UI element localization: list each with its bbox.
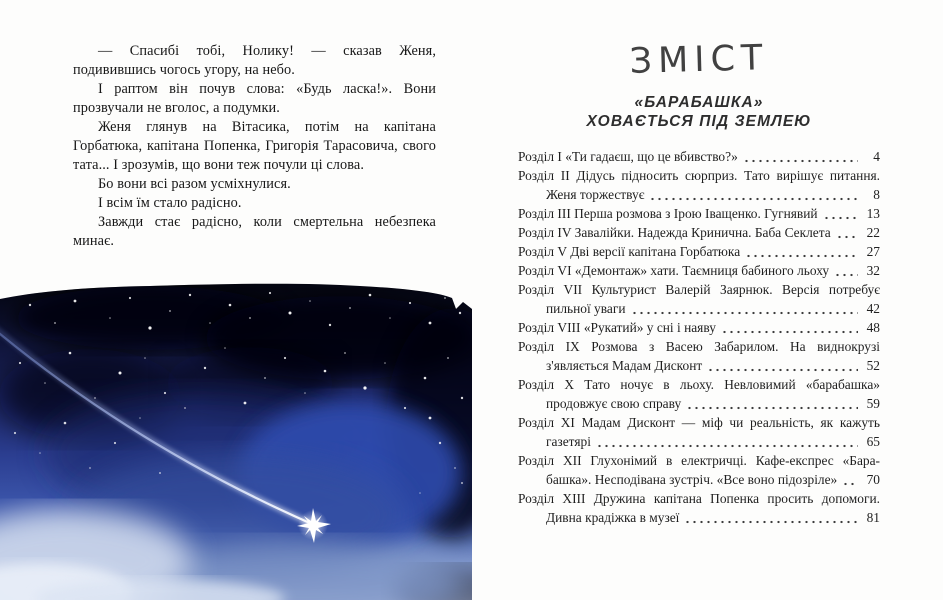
paragraph: Бо вони всі разом усміхнулися. [98,176,291,192]
toc-row [518,261,880,280]
toc-row [518,470,880,489]
toc-entry [518,242,880,261]
toc-page-number: 48 [866,320,880,335]
toc-entry [518,337,880,375]
toc-page-number: 52 [866,358,880,373]
dot-leader [745,242,858,261]
toc-entry [518,451,880,489]
paragraph: — Спасибі тобі, Нолику! — сказав Женя, подивившись чогось угору, на небо. [73,43,436,78]
toc-page-number: 13 [866,206,880,221]
toc-entry-text: Розділ I «Ти гадаєш, що це вбивство?» [518,149,738,164]
toc-page-number: 42 [866,301,880,316]
toc-row [518,318,880,337]
toc-row [518,185,880,204]
paragraph: І всім їм стало радісно. [98,195,242,211]
toc-row [518,394,880,413]
toc-entry-text: з'являється Мадам Дисконт [546,358,703,373]
toc-page-number: 70 [866,472,880,487]
toc-page-number: 27 [866,244,880,259]
toc-page-number: 65 [866,434,880,449]
toc-row [518,223,880,242]
toc-list [518,147,880,527]
toc-entry-text: Розділ XIII Дружина капітана Попенка просить допомоги. [518,491,880,506]
section-title-line1: «БАРАБАШКА» [634,94,764,111]
toc-title: ЗМІСТ [629,38,769,82]
toc-entry-text: Розділ III Перша розмова з Ірою Іващенко. Гугнявий [518,206,818,221]
toc-entry-text: газетярі [546,434,591,449]
toc-entry-text: Розділ XII Глухонімий в електричці. Кафе-експрес «Бара- [518,453,880,468]
toc-entry-text: Розділ IV Завалійки. Надежда Кринична. Баба Секлета [518,225,831,240]
paragraph: Женя глянув на Вітасика, потім на капітана Горбатюка, капітана Попенка, Григорія Тарасовича, свого тата... І зрозумів, що вони теж почули ці слова. [73,119,436,173]
paragraph: І раптом він почув слова: «Будь ласка!». Вони прозвучали не вголос, а подумки. [73,81,436,116]
dot-leader [834,261,858,280]
dot-leader [686,394,858,413]
night-sky-illustration [0,283,472,600]
dot-leader [836,223,858,242]
toc-entry [518,166,880,204]
toc-entry [518,280,880,318]
toc-page-number: 8 [873,187,880,202]
toc-entry-text: Розділ VII Культурист Валерій Заярнюк. Версія потребує [518,282,880,297]
dot-leader [721,318,858,337]
toc-entry-text: Розділ VI «Демонтаж» хати. Таємниця бабиного льоху [518,263,830,278]
toc-entry [518,375,880,413]
toc-page-number: 81 [866,510,880,525]
toc-page-number: 4 [873,149,880,164]
dot-leader [842,470,858,489]
toc-row [518,432,880,451]
toc-entry-text: Розділ II Дідусь підносить сюрприз. Тато вирішує питання. [518,168,880,183]
toc-entry-text: пильної уваги [546,301,626,316]
story-text [73,42,436,251]
dot-leader [684,508,858,527]
toc-entry [518,413,880,451]
toc-entry-text: Розділ XI Мадам Дисконт — міф чи реальність, як кажуть [518,415,880,430]
toc-entry-text: Розділ V Дві версії капітана Горбатюка [518,244,741,259]
toc-entry [518,489,880,527]
dot-leader [596,432,858,451]
section-title [518,94,880,131]
toc-entry-text: Розділ IX Розмова з Васею Забарилом. На виднокрузі [518,339,880,354]
toc-entry-text: продовжує свою справу [546,396,682,411]
toc-row [518,508,880,527]
toc-row [518,299,880,318]
toc-entry-text: Розділ X Тато ночує в льоху. Невловимий «барабашка» [518,377,880,392]
toc-page-number: 32 [866,263,880,278]
toc-entry-text: Розділ VIII «Рукатий» у сні і наяву [518,320,716,335]
toc-row [518,204,880,223]
toc-entry [518,318,880,337]
toc-row [518,356,880,375]
toc-row [518,147,880,166]
toc-entry [518,223,880,242]
right-page [518,40,880,527]
section-title-line2: ХОВАЄТЬСЯ ПІД ЗЕМЛЕЮ [586,112,812,130]
toc-entry [518,204,880,223]
dot-leader [743,147,858,166]
dot-leader [823,204,858,223]
dot-leader [649,185,858,204]
dot-leader [707,356,858,375]
toc-entry [518,261,880,280]
toc-row [518,242,880,261]
paragraph: Завжди стає радісно, коли смертельна небезпека минає. [73,214,436,249]
toc-entry [518,147,880,166]
toc-entry-text: Женя торжествує [546,187,645,202]
toc-page-number: 22 [866,225,880,240]
toc-page-number: 59 [866,396,880,411]
toc-entry-text: башка». Несподівана зустріч. «Все воно підозріле» [546,472,838,487]
dot-leader [631,299,859,318]
toc-entry-text: Дивна крадіжка в музеї [546,510,680,525]
